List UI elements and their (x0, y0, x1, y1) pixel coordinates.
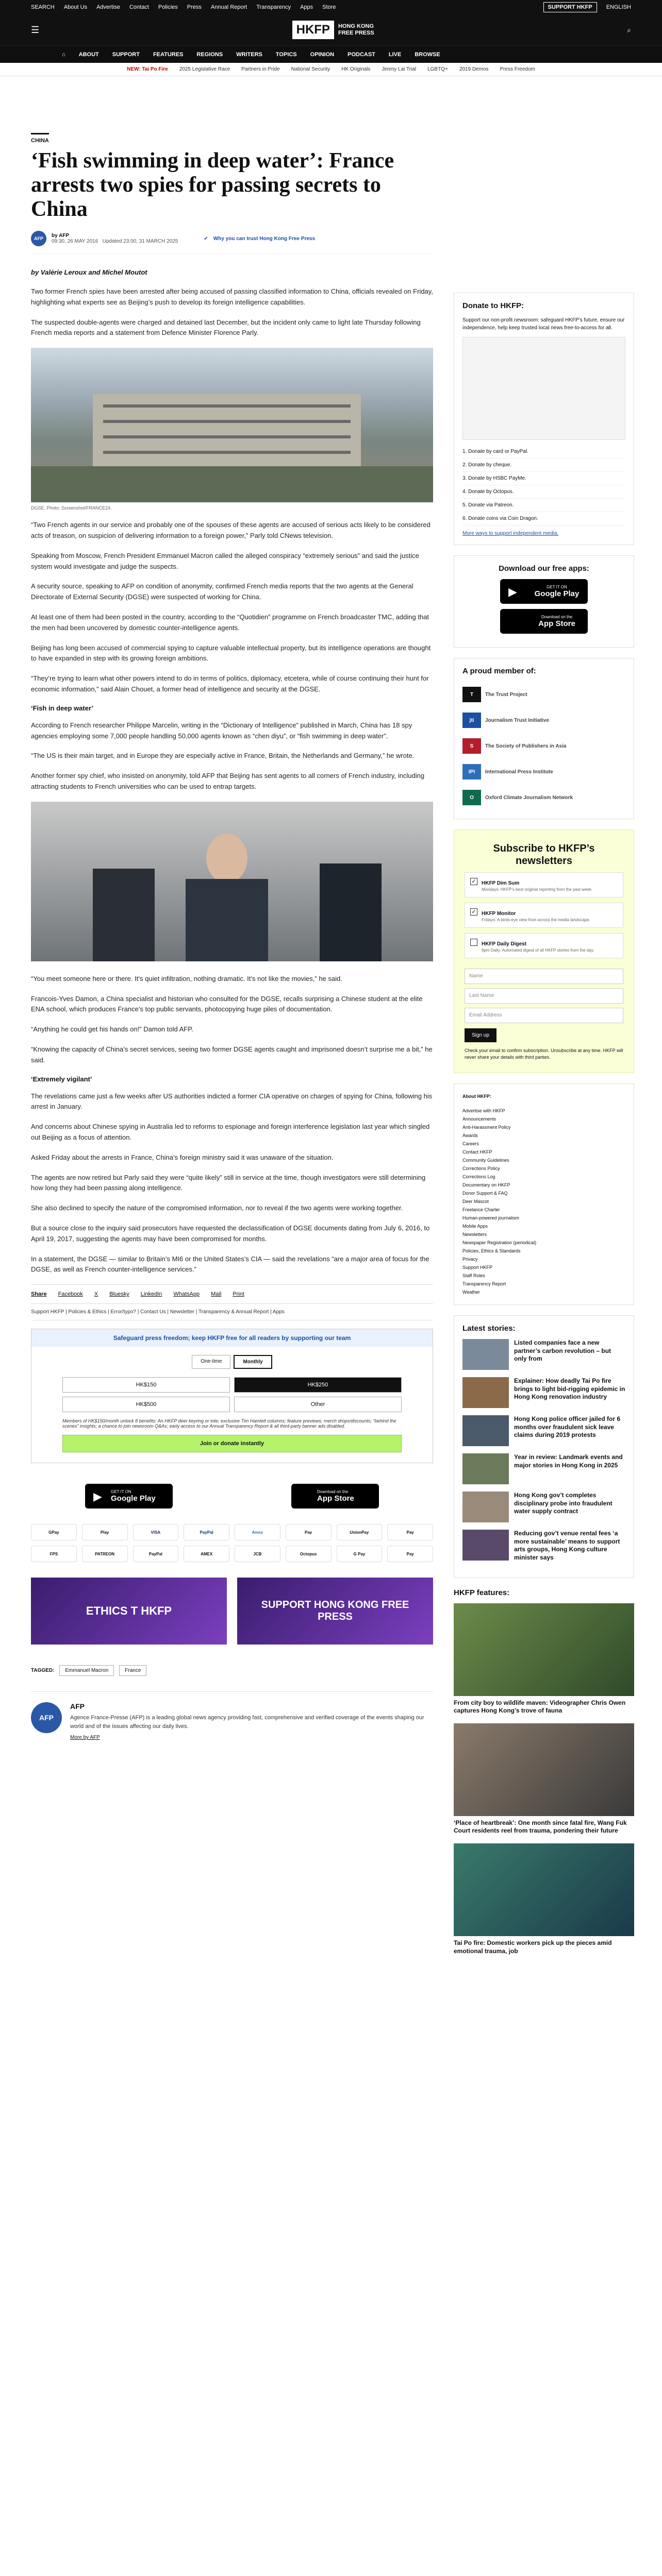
features-title: HKFP features: (454, 1588, 510, 1597)
play-pay-icon: Play (82, 1524, 128, 1540)
masthead (0, 14, 662, 45)
email-input[interactable]: Email Address (465, 1008, 623, 1023)
donate-option[interactable]: 4. Donate by Octopus. (462, 485, 625, 499)
tag-item[interactable]: Emmanuel Macron (59, 1665, 114, 1676)
about-link[interactable]: Transparency Report (462, 1281, 506, 1287)
donate-box (31, 1329, 433, 1463)
paragraph: She also declined to specify the nature of the compromised information, nor to reveal if the two agents were working together. (31, 1204, 403, 1212)
logo-line2: FREE PRESS (338, 30, 374, 36)
paragraph: The agents are now retired but Parly said they were “quite likely” still in service at the time, though investigators were still determining how long they had been passing along intelligence. (31, 1173, 426, 1192)
updated-date: Updated 23:00, 31 MARCH 2025 (102, 239, 178, 245)
about-link[interactable]: Awards (462, 1133, 478, 1139)
share-bar (31, 1284, 433, 1304)
author-avatar[interactable]: AFP (31, 231, 46, 246)
search-icon[interactable]: ⌕ (627, 25, 631, 34)
gpay-icon: GPay (31, 1524, 77, 1540)
newsletter-name: HKFP Daily Digest (482, 941, 527, 947)
dgse-building-photo (31, 348, 433, 502)
story-thumbnail (462, 1377, 509, 1408)
paragraph: “Two French agents in our service and probably one of the spouses of these agents are accused of serious acts likely to be considered acts of treason, on suspicion of delivering information to a foreign power,” Parly told CNews television. (31, 521, 431, 540)
store-big: App Store (538, 619, 575, 628)
about-link[interactable]: Mobile Apps (462, 1224, 488, 1229)
share-label: Share (31, 1291, 47, 1298)
paragraph: “They’re trying to learn what other powers intend to do in terms of politics, diplomacy, etcetera, while of course continuing their hunt for economic information,” said Alain Chouet, a former head of intelligence and security at the DGSE. (31, 674, 429, 693)
donate-option[interactable]: 3. Donate by HSBC PayMe. (462, 472, 625, 485)
nav-features[interactable]: FEATURES (153, 51, 184, 58)
play-big: Google Play (111, 1494, 156, 1503)
story-thumbnail (462, 1492, 509, 1522)
member-label: The Trust Project (485, 691, 527, 698)
visa-icon: VISA (133, 1524, 179, 1540)
byline-author[interactable]: by AFP (52, 233, 70, 239)
subnav-item[interactable]: 2019 Demos (459, 66, 489, 72)
subnav-item[interactable]: 2025 Legislative Race (179, 66, 230, 72)
site-logo[interactable] (292, 21, 374, 39)
nav-regions[interactable]: REGIONS (196, 51, 223, 58)
support-banner[interactable]: SUPPORT HONG KONG FREE PRESS (237, 1578, 433, 1645)
about-link[interactable]: Policies, Ethics & Standards (462, 1248, 521, 1254)
signup-button[interactable]: Sign up (465, 1028, 496, 1042)
app-store-button[interactable] (500, 609, 588, 634)
member-label: The Society of Publishers in Asia (485, 743, 567, 749)
paragraph: A security source, speaking to AFP on condition of anonymity, confirmed French media reports that the two agents at the General Directorate of External Security (DGSE) were suspected of working for China. (31, 582, 413, 601)
annual-report-link[interactable]: Annual Report (210, 4, 247, 10)
paypal-icon: PayPal (133, 1546, 179, 1562)
paragraph: “The US is their main target, and in Europe they are especially active in France, Britain, the Netherlands and Germany,” he wrote. (31, 752, 415, 760)
story-item[interactable] (462, 1339, 625, 1370)
nav-about[interactable]: ABOUT (78, 51, 99, 58)
about-link[interactable]: Corrections Log (462, 1174, 495, 1180)
story-item[interactable] (462, 1453, 625, 1484)
about-link[interactable]: About Us (63, 4, 88, 10)
paragraph: At least one of them had been posted in the country, according to the “Quotidien” programme on French broadcaster TMC, adding that the men had been uncovered by domestic counter-intelligence agents. (31, 613, 429, 632)
store-small: Download on the (317, 1489, 349, 1495)
about-link[interactable]: Support HKFP (462, 1265, 493, 1270)
about-link[interactable]: Anti-Harassment Policy (462, 1125, 511, 1130)
play-small: GET IT ON (111, 1489, 131, 1495)
amex-icon: AMEX (184, 1546, 229, 1562)
newsletter-option[interactable] (465, 903, 623, 928)
paragraph: And concerns about Chinese spying in Australia led to reforms to espionage and foreign interference legislation last year which singled out Beijing as a focus of attention. (31, 1123, 430, 1141)
feature-item[interactable] (454, 1603, 634, 1715)
play-icon: ▶ (93, 1490, 102, 1503)
sopa-icon: S (462, 738, 481, 754)
member-oxford[interactable] (462, 785, 625, 810)
subnav-item[interactable]: Jimmy Lai Trial (382, 66, 417, 72)
amount-other[interactable]: Other (234, 1397, 402, 1412)
donate-option[interactable]: 2. Donate by cheque. (462, 459, 625, 472)
paragraph: “Knowing the capacity of China’s secret services, seeing two former DGSE agents caught and imprisoned doesn’t surprise me a bit,” he said. (31, 1045, 433, 1064)
google-play-button[interactable] (500, 579, 588, 604)
trust-icon: ✔ (204, 235, 208, 242)
subnav-item[interactable]: National Security (291, 66, 330, 72)
article-title: ‘Fish swimming in deep water’: France arrests two spies for passing secrets to China (31, 149, 394, 222)
main-nav (0, 45, 662, 63)
story-item[interactable] (462, 1530, 625, 1562)
menu-icon[interactable]: ☰ (31, 24, 40, 35)
donate-headline[interactable]: Safeguard press freedom; keep HKFP free for all readers by supporting our team (31, 1329, 433, 1347)
unionpay-icon: UnionPay (337, 1524, 383, 1540)
newsletter-desc: Fridays: A birds-eye view from across the media landscape. (482, 918, 590, 922)
about-link[interactable]: Announcements (462, 1116, 496, 1122)
more-ways-link[interactable]: More ways to support independent media. (462, 531, 559, 536)
one-time-option[interactable]: One-time (192, 1355, 230, 1369)
store-link[interactable]: Store (322, 4, 336, 10)
octopus-icon: Octopus (286, 1546, 332, 1562)
play-icon: ▶ (508, 585, 517, 598)
donate-option[interactable]: 5. Donate via Patreon. (462, 499, 625, 512)
tag-item[interactable]: France (119, 1665, 146, 1676)
story-item[interactable] (462, 1492, 625, 1522)
amount-250[interactable]: HK$250 (234, 1377, 402, 1393)
amount-150[interactable]: HK$150 (62, 1377, 230, 1393)
tags-label: TAGGED: (31, 1668, 55, 1674)
member-sopa[interactable] (462, 733, 625, 759)
checkbox-checked-icon[interactable]: ✓ (470, 908, 477, 916)
feature-item[interactable] (454, 1723, 634, 1835)
paragraph: The suspected double-agents were charged and detained last December, but the incident only came to light late Thursday following French media reports and a statement from Defence Minister Florence Parly. (31, 318, 421, 337)
section-heading: ‘Fish in deep water’ (31, 704, 94, 712)
donate-title: Donate to HKFP: (462, 301, 524, 310)
newsletter-option[interactable] (465, 872, 623, 897)
apple-pay-icon: Pay (387, 1546, 433, 1562)
author-bio: Agence France-Presse (AFP) is a leading global news agency providing fast, comprehensive and verified coverage of the events shaping our world and of the issues affecting our daily lives. (70, 1715, 424, 1730)
transparency-link[interactable]: Transparency (256, 4, 291, 10)
nav-topics[interactable]: TOPICS (275, 51, 297, 58)
feature-item[interactable] (454, 1843, 634, 1955)
newsletter-name: HKFP Monitor (482, 911, 516, 917)
nav-opinion[interactable]: OPINION (310, 51, 335, 58)
contact-link[interactable]: Contact (129, 4, 149, 10)
paragraph: But a source close to the inquiry said prosecutors have requested the declassification of DGSE documents dating from July 6, 2016, to April 19, 2017, suggesting the agents may have been compromised for months. (31, 1224, 430, 1243)
member-label: Journalism Trust Initiative (485, 717, 549, 723)
trust-project-icon: T (462, 687, 481, 702)
about-link[interactable]: Privacy (462, 1257, 478, 1262)
photo-caption: DGSE. Photo: Screenshot/FRANCE24. (31, 505, 112, 511)
about-link[interactable]: Contact HKFP (462, 1149, 492, 1155)
sidebar (454, 293, 634, 1963)
checkbox-checked-icon[interactable]: ✓ (470, 878, 477, 885)
byline (31, 231, 433, 254)
paragraph: Two former French spies have been arrested after being accused of passing classified information to China, officials revealed on Friday, highlighting what experts see as Beijing’s push to develop its foreign intelligence capabilities. (31, 287, 433, 306)
donate-option[interactable]: 1. Donate by card or PayPal. (462, 445, 625, 459)
paragraph: The revelations came just a few weeks after US authorities indicted a former CIA operative on charges of spying for China, following his arrest in January. (31, 1092, 433, 1111)
share-facebook[interactable]: Facebook (58, 1291, 83, 1298)
store-small: Download on the (541, 615, 573, 619)
about-link[interactable]: Deer Mascot (462, 1199, 489, 1205)
pay-icon: Pay (387, 1524, 433, 1540)
subnav-item[interactable]: Press Freedom (500, 66, 535, 72)
policies-link[interactable]: Policies (158, 4, 178, 10)
story-title: Listed companies face a new partner’s carbon revolution – but only from (514, 1339, 611, 1363)
about-link[interactable]: Community Guidelines (462, 1158, 509, 1163)
about-link[interactable]: Human-powered journalism (462, 1215, 520, 1221)
home-icon[interactable]: ⌂ (62, 51, 65, 58)
donate-intro: Support our non-profit newsroom: safeguard HKFP’s future, ensure our independence, help keep trusted local news free-to-access for all. (462, 317, 625, 331)
story-thumbnail (462, 1415, 509, 1446)
author-name[interactable]: AFP (70, 1702, 85, 1711)
promo-banners (31, 1578, 433, 1645)
about-link[interactable]: Newsletters (462, 1232, 487, 1238)
patreon-icon: PATREON (82, 1546, 128, 1562)
publish-date: 09:30, 26 MAY 2016 (52, 239, 98, 245)
fps-icon: FPS (31, 1546, 77, 1562)
latest-stories (454, 1315, 634, 1578)
feature-image (454, 1603, 634, 1696)
feature-image (454, 1843, 634, 1936)
newsletter-option[interactable] (465, 933, 623, 958)
nav-support[interactable]: SUPPORT (112, 51, 140, 58)
share-bluesky[interactable]: Bluesky (109, 1291, 129, 1298)
checkbox-icon[interactable] (470, 939, 477, 946)
feature-image (454, 1723, 634, 1816)
paragraph: “You meet someone here or there. It’s quiet infiltration, nothing dramatic. It’s not like the movies,” he said. (31, 974, 342, 982)
member-trust-project[interactable] (462, 682, 625, 707)
monthly-option[interactable]: Monthly (234, 1355, 272, 1369)
minister-photo (31, 802, 433, 961)
paragraph: Asked Friday about the arrests in France, China’s foreign ministry said it was unaware of the situation. (31, 1153, 334, 1161)
oxford-icon: O (462, 790, 481, 805)
payment-methods (31, 1524, 433, 1562)
subnav-item[interactable]: Partners in Pride (241, 66, 280, 72)
share-linkedin[interactable]: LinkedIn (140, 1291, 162, 1298)
paypal-icon: PayPal (184, 1524, 229, 1540)
support-button[interactable]: SUPPORT HKFP (543, 2, 597, 12)
press-link[interactable]: Press (187, 4, 202, 10)
story-thumbnail (462, 1453, 509, 1484)
about-link[interactable]: Staff Roles (462, 1273, 485, 1279)
features-box (454, 1588, 634, 1956)
share-mail[interactable]: Mail (211, 1291, 222, 1298)
promo-apps (31, 1479, 433, 1514)
member-jti[interactable] (462, 707, 625, 733)
newsletter-desc: 9pm Daily: Automated digest of all HKFP stories from the day. (482, 948, 594, 953)
logo-line1: HONG KONG (338, 23, 374, 29)
join-donate-button[interactable]: Join or donate instantly (62, 1435, 402, 1452)
paragraph: Beijing has long been accused of commercial spying to capture valuable intellectual property, but its intelligence operations are thought to have expanded in step with its growing foreign ambitions. (31, 643, 431, 663)
about-link[interactable]: Freelance Charter (462, 1207, 500, 1213)
photo-illustration (31, 802, 433, 961)
story-title: Reducing gov’t venue rental fees ‘a more sustainable’ means to support arts groups, Hong Kong culture minister says (514, 1530, 620, 1561)
subnav-item[interactable]: NEW: Tai Po Fire (127, 66, 168, 72)
member-label: Oxford Climate Journalism Network (485, 794, 573, 801)
donate-widget[interactable] (462, 337, 625, 440)
story-title: Hong Kong police officer jailed for 6 months over fraudulent sick leave claims during 2019 protests (514, 1415, 621, 1439)
ipi-icon: IPI (462, 764, 481, 779)
top-bar (0, 0, 662, 14)
newsletter-title: Subscribe to HKFP’s newsletters (493, 843, 595, 867)
article-authors: by Valérie Leroux and Michel Moutot (31, 268, 147, 277)
membership-box (454, 658, 634, 819)
about-link[interactable]: Weather (462, 1290, 480, 1295)
nav-browse[interactable]: BROWSE (415, 51, 440, 58)
story-title: Hong Kong gov’t completes disciplinary probe into fraudulent water supply contract (514, 1492, 613, 1515)
paragraph: Speaking from Moscow, French President Emmanuel Macron called the alleged conspiracy “extremely serious” and said the justice system would investigate and judge the suspects. (31, 551, 419, 570)
about-link[interactable]: Careers (462, 1141, 479, 1147)
newsletter-box (454, 829, 634, 1073)
article-column (31, 133, 433, 1740)
donate-list (462, 445, 625, 526)
logo-text: HKFP (292, 21, 334, 39)
amount-500[interactable]: HK$500 (62, 1397, 230, 1412)
story-title: Explainer: How deadly Tai Po fire brings to light bid-rigging epidemic in Hong Kong renovation industry (514, 1377, 625, 1401)
search-link[interactable]: SEARCH (31, 4, 55, 10)
donate-sidebar (454, 293, 634, 545)
paragraph: Francois-Yves Damon, a China specialist and historian who consulted for the DGSE, recalls surprising a Chinese student at the elite ENA school, which produces France’s top public servants, photocopying huge piles of documentation. (31, 994, 423, 1013)
subnav-item[interactable]: LGBTQ+ (427, 66, 448, 72)
app-store-button[interactable] (291, 1484, 379, 1509)
about-link[interactable]: Donor Support & FAQ (462, 1191, 508, 1196)
language-selector[interactable]: ENGLISH (606, 4, 631, 10)
share-print[interactable]: Print (233, 1291, 244, 1298)
feature-title: ‘Place of heartbreak’: One month since fatal fire, Wang Fuk Court residents reel from trauma, pondering their future (454, 1819, 627, 1835)
gpay-icon: G Pay (337, 1546, 383, 1562)
more-by-author-link[interactable]: More by AFP (70, 1735, 100, 1741)
last-name-input[interactable]: Last Name (465, 988, 623, 1004)
apps-box (454, 555, 634, 648)
sub-nav (0, 63, 662, 76)
about-link[interactable]: Corrections Policy (462, 1166, 500, 1172)
newsletter-name: HKFP Dim Sum (482, 880, 520, 886)
section-heading: ‘Extremely vigilant’ (31, 1075, 92, 1083)
signup-note: Check your email to confirm subscription. Unsubscribe at any time. HKFP will never share your details with third parties. (465, 1048, 623, 1060)
apple-pay-icon: Pay (286, 1524, 332, 1540)
jcb-icon: JCB (235, 1546, 280, 1562)
trust-link[interactable]: Why you can trust Hong Kong Free Press (213, 235, 316, 242)
donate-option[interactable]: 6. Donate coins via Coin Dragon. (462, 512, 625, 526)
category-label[interactable]: CHINA (31, 133, 49, 144)
paragraph: “Anything he could get his hands on!” Damon told AFP. (31, 1025, 193, 1033)
apps-link[interactable]: Apps (300, 4, 313, 10)
share-whatsapp[interactable]: WhatsApp (173, 1291, 200, 1298)
latest-title: Latest stories: (462, 1324, 516, 1333)
story-title: Year in review: Landmark events and major stories in Hong Kong in 2025 (514, 1453, 623, 1469)
member-title: A proud member of: (462, 667, 536, 675)
about-link[interactable]: Documentary on HKFP (462, 1182, 510, 1188)
about-title: About HKFP: (462, 1094, 491, 1099)
tags-row (31, 1665, 433, 1676)
play-small: GET IT ON (547, 585, 567, 589)
share-x[interactable]: X (94, 1291, 98, 1298)
play-big: Google Play (534, 589, 580, 598)
nav-podcast[interactable]: PODCAST (347, 51, 375, 58)
story-item[interactable] (462, 1377, 625, 1408)
google-play-button[interactable] (85, 1484, 173, 1509)
story-thumbnail (462, 1530, 509, 1561)
subnav-item[interactable]: HK Originals (341, 66, 371, 72)
feature-title: Tai Po fire: Domestic workers pick up the pieces amid emotional trauma, job (454, 1939, 612, 1955)
paragraph: According to French researcher Philippe Marcelin, writing in the “Dictionary of Intelligence” published in March, China has 18 spy agencies employing some 7,000 people handling 50,000 agents known as “chen diyu”, or “fish swimming in deep water”. (31, 721, 412, 740)
amount-options (31, 1377, 433, 1412)
story-thumbnail (462, 1339, 509, 1370)
name-input[interactable]: Name (465, 969, 623, 984)
support-links[interactable]: Support HKFP | Policies & Ethics | Error/typo? | Contact Us | Newsletter | Transparency & Annual Report | Apps (31, 1304, 433, 1320)
author-logo[interactable]: AFP (31, 1702, 62, 1733)
about-link[interactable]: Newspaper Registration (periodical) (462, 1240, 537, 1246)
photo-illustration (31, 348, 433, 502)
member-benefits-note: Members of HK$150/month unlock 8 benefits: An HKFP deer keyring or tote; exclusive Tim Hamlett columns; feature previews; merch drops/discounts; “behind the scenes” insights; a chance to join newsroom Q&As; early access to our Annual Transparency Report & all third-party banner ads disabled. (62, 1418, 396, 1429)
about-link[interactable]: Advertise with HKFP (462, 1108, 505, 1114)
amex-icon: Amex (235, 1524, 280, 1540)
apps-title: Download our free apps: (499, 564, 589, 573)
about-box (454, 1083, 634, 1305)
feature-title: From city boy to wildlife maven: Videographer Chris Owen captures Hong Kong’s trove of fauna (454, 1699, 626, 1715)
author-card (31, 1691, 433, 1740)
paragraph: In a statement, the DGSE — similar to Britain’s MI6 or the United States’s CIA — said the revelations “are a major area of focus for the DGSE, as well as French counter-intelligence services.” (31, 1255, 429, 1274)
store-big: App Store (317, 1494, 354, 1503)
nav-writers[interactable]: WRITERS (236, 51, 262, 58)
jti-icon: jti (462, 713, 481, 728)
nav-live[interactable]: LIVE (388, 51, 402, 58)
member-ipi[interactable] (462, 759, 625, 785)
newsletter-desc: Mondays: HKFP’s best original reporting from the past week. (482, 887, 593, 892)
story-item[interactable] (462, 1415, 625, 1446)
advertise-link[interactable]: Advertise (96, 4, 120, 10)
frequency-toggle (31, 1355, 433, 1369)
ethics-banner[interactable]: ETHICS T HKFP (31, 1578, 227, 1645)
paragraph: Another former spy chief, who insisted on anonymity, told AFP that Beijing has sent agents to all corners of French industry, including attracting students to French universities who can be used to entrap targets. (31, 772, 425, 791)
member-label: International Press Institute (485, 769, 553, 775)
